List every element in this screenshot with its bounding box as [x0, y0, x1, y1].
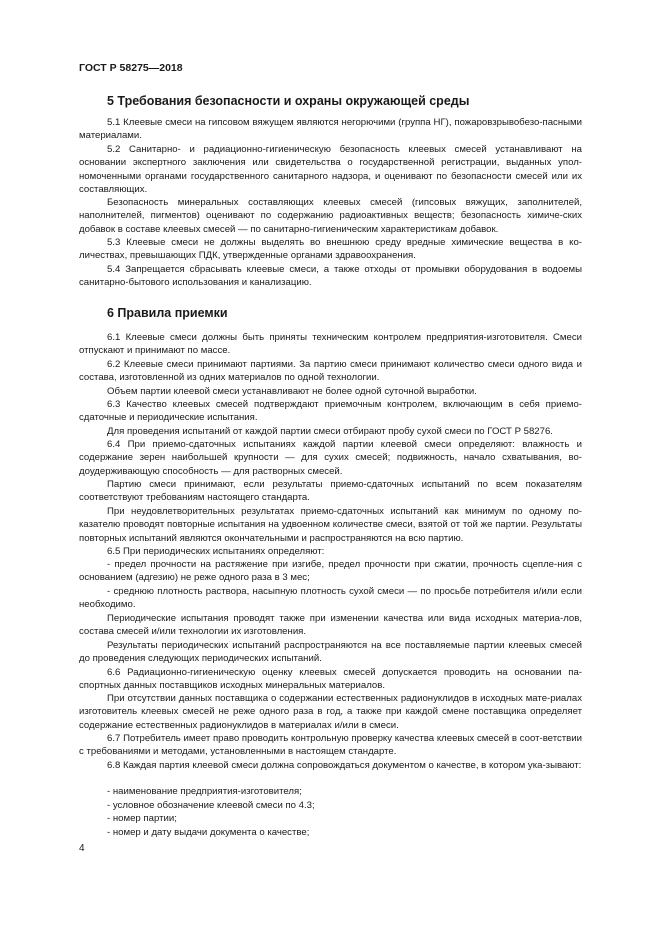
requirement-list-item: - номер и дату выдачи документа о качестве; [107, 827, 310, 838]
section-5-paragraph-2: 5.2 Санитарно- и радиационно-гигиеническую безопасность клеевых смесей устанавливают на основании экспертного заключения или свидетельства о государственной регистрации, выданных упол-номоченными органами государственного санитарного надзора, и оценивают по безопасности смесей или их составляющих. [79, 144, 582, 196]
section-6-paragraph-6: 6.4 При приемо-сдаточных испытаниях каждой партии клеевой смеси определяют: влажность и содержание зерен наибольшей крупности — для сухих смесей; подвижность, начало схватывания, во-доудерживающую способность — для растворных смесей. [79, 439, 582, 477]
section-5-paragraph-1: 5.1 Клеевые смеси на гипсовом вяжущем являются негорючими (группа НГ), пожаровзрывобезо-пасными материалами. [79, 117, 582, 142]
section-5-paragraph-4: 5.3 Клеевые смеси не должны выделять во внешнюю среду вредные химические вещества в ко-личествах, превышающих ПДК, утвержденные органами здравоохранения. [79, 237, 582, 262]
document-header: ГОСТ Р 58275—2018 [79, 62, 183, 74]
section-6-paragraph-7: Партию смеси принимают, если результаты приемо-сдаточных испытаний по всем показателям соответствуют требованиям настоящего стандарта. [79, 479, 582, 504]
section-6-paragraph-14: 6.6 Радиационно-гигиеническую оценку клеевых смесей допускается проводить на основании па-спортных данных поставщиков исходных минеральных материалов. [79, 667, 582, 692]
section-5-title: 5 Требования безопасности и охраны окружающей среды [107, 94, 470, 108]
section-6-paragraph-3: Объем партии клеевой смеси устанавливают не более одной суточной выработки. [107, 386, 477, 397]
requirement-list-item: - условное обозначение клеевой смеси по 4.3; [107, 800, 315, 811]
section-6-paragraph-13: Результаты периодических испытаний распространяются на все поставляемые партии клеевых смесей до проведения следующих периодических испытаний. [79, 640, 582, 665]
requirement-list-item: - наименование предприятия-изготовителя; [107, 786, 302, 797]
section-6-paragraph-5: Для проведения испытаний от каждой партии смеси отбирают пробу сухой смеси по ГОСТ Р 58276. [107, 426, 553, 437]
section-6-paragraph-2: 6.2 Клеевые смеси принимают партиями. За партию смеси принимают количество смеси одного вида и состава, изготовленной из одних материалов по одной технологии. [79, 359, 582, 384]
requirement-list-item: - номер партии; [107, 813, 177, 824]
section-6-paragraph-15: При отсутствии данных поставщика о содержании естественных радионуклидов в исходных мате-риалах изготовитель клеевых смесей не реже одного раза в год, а также при каждой смене поставщика определяет содержание естественных радионуклидов в материалах и/или в смеси. [79, 693, 582, 731]
section-6-paragraph-8: При неудовлетворительных результатах приемо-сдаточных испытаний как минимум по одному по-казателю проводят повторные испытания на удвоенном количестве смеси, взятой от той же партии. Результаты повторных испытаний являются окончательными и распространяются на всю партию. [79, 506, 582, 544]
section-6-paragraph-11: - среднюю плотность раствора, насыпную плотность сухой смеси — по просьбе потребителя и/или если необходимо. [79, 586, 582, 611]
section-6-paragraph-1: 6.1 Клеевые смеси должны быть приняты техническим контролем предприятия-изготовителя. Смеси отпускают и принимают по массе. [79, 332, 582, 357]
section-6-paragraph-10: - предел прочности на растяжение при изгибе, предел прочности при сжатии, прочность сцепле-ния с основанием (адгезию) не реже одного раза в 3 мес; [79, 559, 582, 584]
section-6-paragraph-12: Периодические испытания проводят также при изменении качества или вида исходных материа-лов, состава смесей и/или технологии их изготовления. [79, 613, 582, 638]
section-5-paragraph-3: Безопасность минеральных составляющих клеевых смесей (гипсовых вяжущих, заполнителей, наполнителей, пигментов) оценивают по содержанию радиоактивных веществ; безопасность химиче-ских добавок в составе клеевых смесей — по санитарно-гигиеническим характеристикам добавок. [79, 197, 582, 235]
section-6-paragraph-9: 6.5 При периодических испытаниях определяют: [107, 546, 325, 557]
page-number: 4 [79, 843, 85, 854]
section-6-paragraph-17: 6.8 Каждая партия клеевой смеси должна сопровождаться документом о качестве, в котором ука-зывают: [107, 760, 582, 771]
section-6-paragraph-16: 6.7 Потребитель имеет право проводить контрольную проверку качества клеевых смесей в соот-ветствии с требованиями и методами, установленными в настоящем стандарте. [79, 733, 582, 758]
section-6-paragraph-4: 6.3 Качество клеевых смесей подтверждают приемочным контролем, включающим в себя приемо-сдаточные и периодические испытания. [79, 399, 582, 424]
section-6-title: 6 Правила приемки [107, 306, 228, 320]
section-5-paragraph-5: 5.4 Запрещается сбрасывать клеевые смеси, а также отходы от промывки оборудования в водоемы санитарно-бытового использования и канализацию. [79, 264, 582, 289]
